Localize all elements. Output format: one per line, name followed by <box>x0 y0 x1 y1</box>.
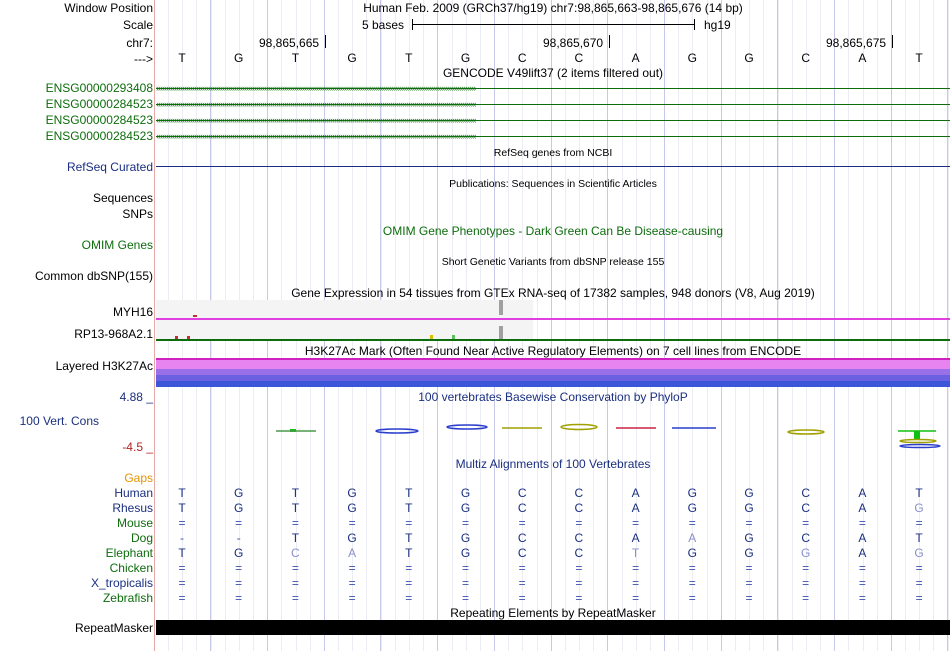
aligned-base: G <box>687 486 697 500</box>
aligned-base: = <box>632 561 640 575</box>
aligned-base: = <box>688 516 696 530</box>
aligned-base: G <box>460 486 471 500</box>
reference-base: T <box>178 51 186 65</box>
aligned-base: = <box>915 516 923 530</box>
aligned-base: = <box>745 561 753 575</box>
multiz-track-title: Multiz Alignments of 100 Vertebrates <box>455 457 651 471</box>
reference-base: C <box>517 51 527 65</box>
reference-base: T <box>291 51 300 65</box>
aligned-base: = <box>518 591 526 605</box>
aligned-base: G <box>460 531 471 545</box>
reverse-strand-arrows: ‹‹‹‹‹‹‹‹‹‹‹‹‹‹‹‹‹‹‹‹‹‹‹‹‹‹‹‹‹‹‹‹‹‹‹‹‹‹‹‹‹‹‹‹‹‹‹‹‹‹‹‹‹‹‹‹‹‹‹‹‹‹‹‹‹‹‹‹‹‹‹‹‹‹‹‹‹‹‹‹‹‹‹‹‹‹‹‹‹‹‹‹‹‹‹‹‹‹‹‹‹‹‹‹‹‹‹‹‹‹‹‹‹‹‹‹‹‹‹‹‹‹‹‹‹‹‹‹‹‹‹‹‹‹‹‹‹‹‹‹‹‹‹‹‹‹‹‹‹‹‹‹‹‹‹‹‹‹‹‹ <box>156 115 476 125</box>
gencode-gene-label[interactable]: ENSG00000284523 <box>45 113 153 127</box>
gtex-gene-label[interactable]: RP13-968A2.1 <box>74 327 153 341</box>
position-tick <box>325 35 326 48</box>
aligned-base: T <box>405 501 413 515</box>
species-label[interactable]: Chicken <box>109 561 153 575</box>
reference-base: A <box>631 51 640 65</box>
window-position-label: Window Position <box>64 1 153 15</box>
position-label: 98,865,675 <box>826 36 887 50</box>
gtex-bar <box>499 326 503 339</box>
aligned-base: = <box>802 576 810 590</box>
phylop-glyph <box>914 431 920 439</box>
aligned-base: G <box>744 501 754 515</box>
phylop-graph[interactable] <box>156 418 950 452</box>
scale-size: 5 bases <box>362 18 405 32</box>
species-label[interactable]: Human <box>114 486 153 500</box>
aligned-base: G <box>744 486 754 500</box>
species-alignment-row[interactable] <box>156 561 950 575</box>
species-label[interactable]: Mouse <box>116 516 153 530</box>
aligned-base: = <box>178 576 186 590</box>
phylop-track-label[interactable]: 100 Vert. Cons <box>19 414 99 428</box>
aligned-base: A <box>858 531 867 545</box>
aligned-base: G <box>744 531 754 545</box>
position-tick <box>609 35 610 48</box>
aligned-base: = <box>405 516 413 530</box>
aligned-base: G <box>687 501 697 515</box>
window-position-text: Human Feb. 2009 (GRCh37/hg19) chr7:98,865,663-98,865,676 (14 bp) <box>363 1 743 15</box>
refseq-gene-line[interactable] <box>156 166 950 167</box>
scale-assembly: hg19 <box>704 18 731 32</box>
aligned-base: G <box>801 546 811 560</box>
aligned-base: C <box>517 531 527 545</box>
aligned-base: G <box>914 501 924 515</box>
phylop-glyph <box>447 425 487 429</box>
aligned-base: = <box>518 516 526 530</box>
reverse-strand-arrows: ‹‹‹‹‹‹‹‹‹‹‹‹‹‹‹‹‹‹‹‹‹‹‹‹‹‹‹‹‹‹‹‹‹‹‹‹‹‹‹‹‹‹‹‹‹‹‹‹‹‹‹‹‹‹‹‹‹‹‹‹‹‹‹‹‹‹‹‹‹‹‹‹‹‹‹‹‹‹‹‹‹‹‹‹‹‹‹‹‹‹‹‹‹‹‹‹‹‹‹‹‹‹‹‹‹‹‹‹‹‹‹‹‹‹‹‹‹‹‹‹‹‹‹‹‹‹‹‹‹‹‹‹‹‹‹‹‹‹‹‹‹‹‹‹‹‹‹‹‹‹‹‹‹‹‹‹‹‹‹‹ <box>156 131 476 141</box>
aligned-base: A <box>858 546 867 560</box>
gtex-gene-label[interactable]: MYH16 <box>112 305 153 319</box>
aligned-base: A <box>631 486 640 500</box>
aligned-base: A <box>688 531 697 545</box>
reference-base: T <box>915 51 923 65</box>
aligned-base: = <box>348 591 356 605</box>
refseq-track-title: RefSeq genes from NCBI <box>493 147 613 159</box>
aligned-base: C <box>801 501 811 515</box>
aligned-base: = <box>688 591 696 605</box>
aligned-base: C <box>801 486 811 500</box>
dbsnp-track-title: Short Genetic Variants from dbSNP release 155 <box>441 256 665 268</box>
aligned-base: = <box>178 561 186 575</box>
aligned-base: = <box>858 561 866 575</box>
aligned-base: T <box>915 531 923 545</box>
species-alignment-row[interactable] <box>156 591 950 605</box>
aligned-base: = <box>235 516 243 530</box>
aligned-base: A <box>348 546 357 560</box>
aligned-base: = <box>291 576 299 590</box>
aligned-base: = <box>291 516 299 530</box>
aligned-base: G <box>234 486 244 500</box>
aligned-base: = <box>518 576 526 590</box>
aligned-base: G <box>347 501 357 515</box>
aligned-base: = <box>632 516 640 530</box>
aligned-base: G <box>914 546 924 560</box>
gencode-gene-track[interactable] <box>156 82 950 94</box>
gencode-gene-label[interactable]: ENSG00000293408 <box>45 81 153 95</box>
aligned-base: = <box>405 591 413 605</box>
phylop-glyph <box>376 429 418 433</box>
label-divider <box>154 0 155 651</box>
phylop-track-title: 100 vertebrates Basewise Conservation by PhyloP <box>418 390 688 404</box>
gtex-bar <box>187 336 190 339</box>
aligned-base: T <box>178 546 186 560</box>
aligned-base: = <box>575 576 583 590</box>
gtex-myh16-line[interactable] <box>156 318 950 320</box>
aligned-base: A <box>631 501 640 515</box>
aligned-base: T <box>915 486 923 500</box>
h3k27ac-layer[interactable] <box>156 360 950 369</box>
dbsnp-track-label[interactable]: Common dbSNP(155) <box>34 269 153 283</box>
repeatmasker-bar[interactable] <box>156 620 950 635</box>
aligned-base: = <box>178 516 186 530</box>
aligned-base: T <box>405 531 413 545</box>
h3k27ac-layer[interactable] <box>156 381 950 387</box>
reference-base: A <box>858 51 867 65</box>
species-alignment-row[interactable] <box>156 501 950 515</box>
gtex-bar <box>452 335 455 339</box>
h3k27ac-track-title: H3K27Ac Mark (Often Found Near Active Regulatory Elements) on 7 cell lines from ENCODE <box>304 344 802 358</box>
gencode-gene-label[interactable]: ENSG00000284523 <box>45 129 153 143</box>
aligned-base: = <box>575 561 583 575</box>
aligned-base: T <box>631 546 640 560</box>
aligned-base: = <box>348 516 356 530</box>
aligned-base: = <box>802 591 810 605</box>
aligned-base: = <box>688 561 696 575</box>
strand-label: ---> <box>134 52 153 66</box>
publications-track-title: Publications: Sequences in Scientific Articles <box>449 178 657 190</box>
aligned-base: C <box>517 486 527 500</box>
aligned-base: G <box>460 546 471 560</box>
aligned-base: = <box>405 576 413 590</box>
species-alignment-row[interactable] <box>156 576 950 590</box>
aligned-base: T <box>291 501 300 515</box>
reference-base: C <box>574 51 584 65</box>
phylop-min-label: -4.5 _ <box>122 440 153 454</box>
reference-sequence[interactable] <box>156 51 950 65</box>
position-tick <box>892 35 893 48</box>
publications-track-label[interactable]: Sequences <box>92 191 153 205</box>
aligned-base: C <box>291 546 300 560</box>
aligned-base: C <box>517 546 527 560</box>
aligned-base: = <box>802 516 810 530</box>
aligned-base: G <box>234 501 244 515</box>
gtex-bar <box>175 336 178 339</box>
aligned-base: = <box>858 576 866 590</box>
gencode-gene-label[interactable]: ENSG00000284523 <box>45 97 153 111</box>
aligned-base: C <box>574 531 584 545</box>
species-alignment-row[interactable] <box>156 531 950 545</box>
aligned-base: C <box>574 546 584 560</box>
aligned-base: G <box>687 546 697 560</box>
scale-bar-left-tick <box>412 19 413 30</box>
gencode-gene-track[interactable] <box>156 98 950 110</box>
reference-base: G <box>687 51 697 65</box>
gtex-bar <box>430 335 433 339</box>
position-label: 98,865,670 <box>543 36 604 50</box>
scale-bar-right-tick <box>694 19 695 30</box>
phylop-glyph <box>788 430 824 434</box>
reference-base: C <box>801 51 811 65</box>
h3k27ac-track-label[interactable]: Layered H3K27Ac <box>55 359 153 373</box>
aligned-base: G <box>347 486 357 500</box>
aligned-base: = <box>745 591 753 605</box>
aligned-base: G <box>234 546 244 560</box>
aligned-base: = <box>461 516 469 530</box>
omim-track-label[interactable]: OMIM Genes <box>81 238 153 252</box>
aligned-base: A <box>858 486 867 500</box>
aligned-base: = <box>461 576 469 590</box>
aligned-base: = <box>461 591 469 605</box>
aligned-base: = <box>291 561 299 575</box>
aligned-base: = <box>235 576 243 590</box>
species-label[interactable]: Elephant <box>105 546 153 560</box>
phylop-glyph <box>561 425 597 430</box>
species-alignment-row[interactable] <box>156 516 950 530</box>
aligned-base: = <box>461 561 469 575</box>
gencode-track-title: GENCODE V49lift37 (2 items filtered out) <box>442 66 664 80</box>
gtex-rp13-line[interactable] <box>156 339 950 341</box>
species-alignment-row[interactable] <box>156 546 950 560</box>
reference-base: G <box>744 51 754 65</box>
phylop-max-label: 4.88 _ <box>119 390 153 404</box>
aligned-base: = <box>291 591 299 605</box>
omim-track-title: OMIM Gene Phenotypes - Dark Green Can Be Disease-causing <box>382 224 724 238</box>
aligned-base: = <box>235 591 243 605</box>
aligned-base: = <box>632 576 640 590</box>
species-label[interactable]: X_tropicalis <box>90 576 153 590</box>
repeatmasker-track-label[interactable]: RepeatMasker <box>74 621 153 635</box>
aligned-base: = <box>348 576 356 590</box>
aligned-base: C <box>517 501 527 515</box>
phylop-glyph <box>900 445 940 448</box>
aligned-base: = <box>802 561 810 575</box>
position-label: 98,865,665 <box>259 36 320 50</box>
aligned-base: = <box>348 561 356 575</box>
scale-bar <box>412 24 694 25</box>
aligned-base: C <box>574 486 584 500</box>
aligned-base: G <box>460 501 471 515</box>
chrom-label: chr7: <box>126 36 153 50</box>
gtex-panel <box>156 300 533 340</box>
reference-base: T <box>405 51 413 65</box>
aligned-base: T <box>178 501 186 515</box>
species-label[interactable]: Zebrafish <box>102 591 153 605</box>
aligned-base: A <box>858 501 867 515</box>
gaps-label[interactable]: Gaps <box>124 471 153 485</box>
aligned-base: - <box>236 531 241 545</box>
aligned-base: = <box>178 591 186 605</box>
aligned-base: T <box>405 546 413 560</box>
aligned-base: = <box>915 576 923 590</box>
gencode-gene-track[interactable] <box>156 130 950 142</box>
gtex-mark <box>193 315 197 317</box>
gtex-bar <box>499 300 503 315</box>
aligned-base: = <box>235 561 243 575</box>
refseq-track-label[interactable]: RefSeq Curated <box>66 160 153 174</box>
reference-base: G <box>460 51 471 65</box>
species-label[interactable]: Dog <box>130 531 153 545</box>
repeatmasker-track-title: Repeating Elements by RepeatMasker <box>450 606 656 620</box>
reference-base: G <box>234 51 244 65</box>
scale-label: Scale <box>122 18 153 32</box>
gtex-track-title: Gene Expression in 54 tissues from GTEx RNA-seq of 17382 samples, 948 donors (V8, Aug 2019) <box>291 286 815 300</box>
aligned-base: = <box>518 561 526 575</box>
aligned-base: T <box>178 486 186 500</box>
aligned-base: = <box>575 516 583 530</box>
aligned-base: = <box>745 516 753 530</box>
aligned-base: T <box>405 486 413 500</box>
phylop-glyph <box>900 440 936 443</box>
aligned-base: G <box>744 546 754 560</box>
aligned-base: = <box>915 591 923 605</box>
species-label[interactable]: Rhesus <box>112 501 153 515</box>
aligned-base: = <box>858 516 866 530</box>
aligned-base: - <box>180 531 184 545</box>
reverse-strand-arrows: ‹‹‹‹‹‹‹‹‹‹‹‹‹‹‹‹‹‹‹‹‹‹‹‹‹‹‹‹‹‹‹‹‹‹‹‹‹‹‹‹‹‹‹‹‹‹‹‹‹‹‹‹‹‹‹‹‹‹‹‹‹‹‹‹‹‹‹‹‹‹‹‹‹‹‹‹‹‹‹‹‹‹‹‹‹‹‹‹‹‹‹‹‹‹‹‹‹‹‹‹‹‹‹‹‹‹‹‹‹‹‹‹‹‹‹‹‹‹‹‹‹‹‹‹‹‹‹‹‹‹‹‹‹‹‹‹‹‹‹‹‹‹‹‹‹‹‹‹‹‹‹‹‹‹‹‹‹‹‹‹ <box>156 99 476 109</box>
aligned-base: T <box>291 486 300 500</box>
gencode-gene-track[interactable] <box>156 114 950 126</box>
aligned-base: = <box>745 576 753 590</box>
aligned-base: G <box>347 531 357 545</box>
aligned-base: = <box>405 561 413 575</box>
aligned-base: = <box>632 591 640 605</box>
aligned-base: = <box>688 576 696 590</box>
forward-strand-arrows: ›››››››››››››››››››››››››››››››››››››››››››››››››››››››››››››››››››››››››››››››››››››››››››››››››››››››››››››››››››››››››››››››››››››››››››››››››››››››››››››››› <box>156 83 476 93</box>
aligned-base: = <box>915 561 923 575</box>
reference-base: G <box>347 51 357 65</box>
aligned-base: A <box>631 531 640 545</box>
aligned-base: = <box>858 591 866 605</box>
aligned-base: = <box>575 591 583 605</box>
aligned-base: C <box>801 531 811 545</box>
species-alignment-row[interactable] <box>156 486 950 500</box>
snps-track-label[interactable]: SNPs <box>122 207 153 221</box>
aligned-base: C <box>574 501 584 515</box>
aligned-base: T <box>291 531 300 545</box>
